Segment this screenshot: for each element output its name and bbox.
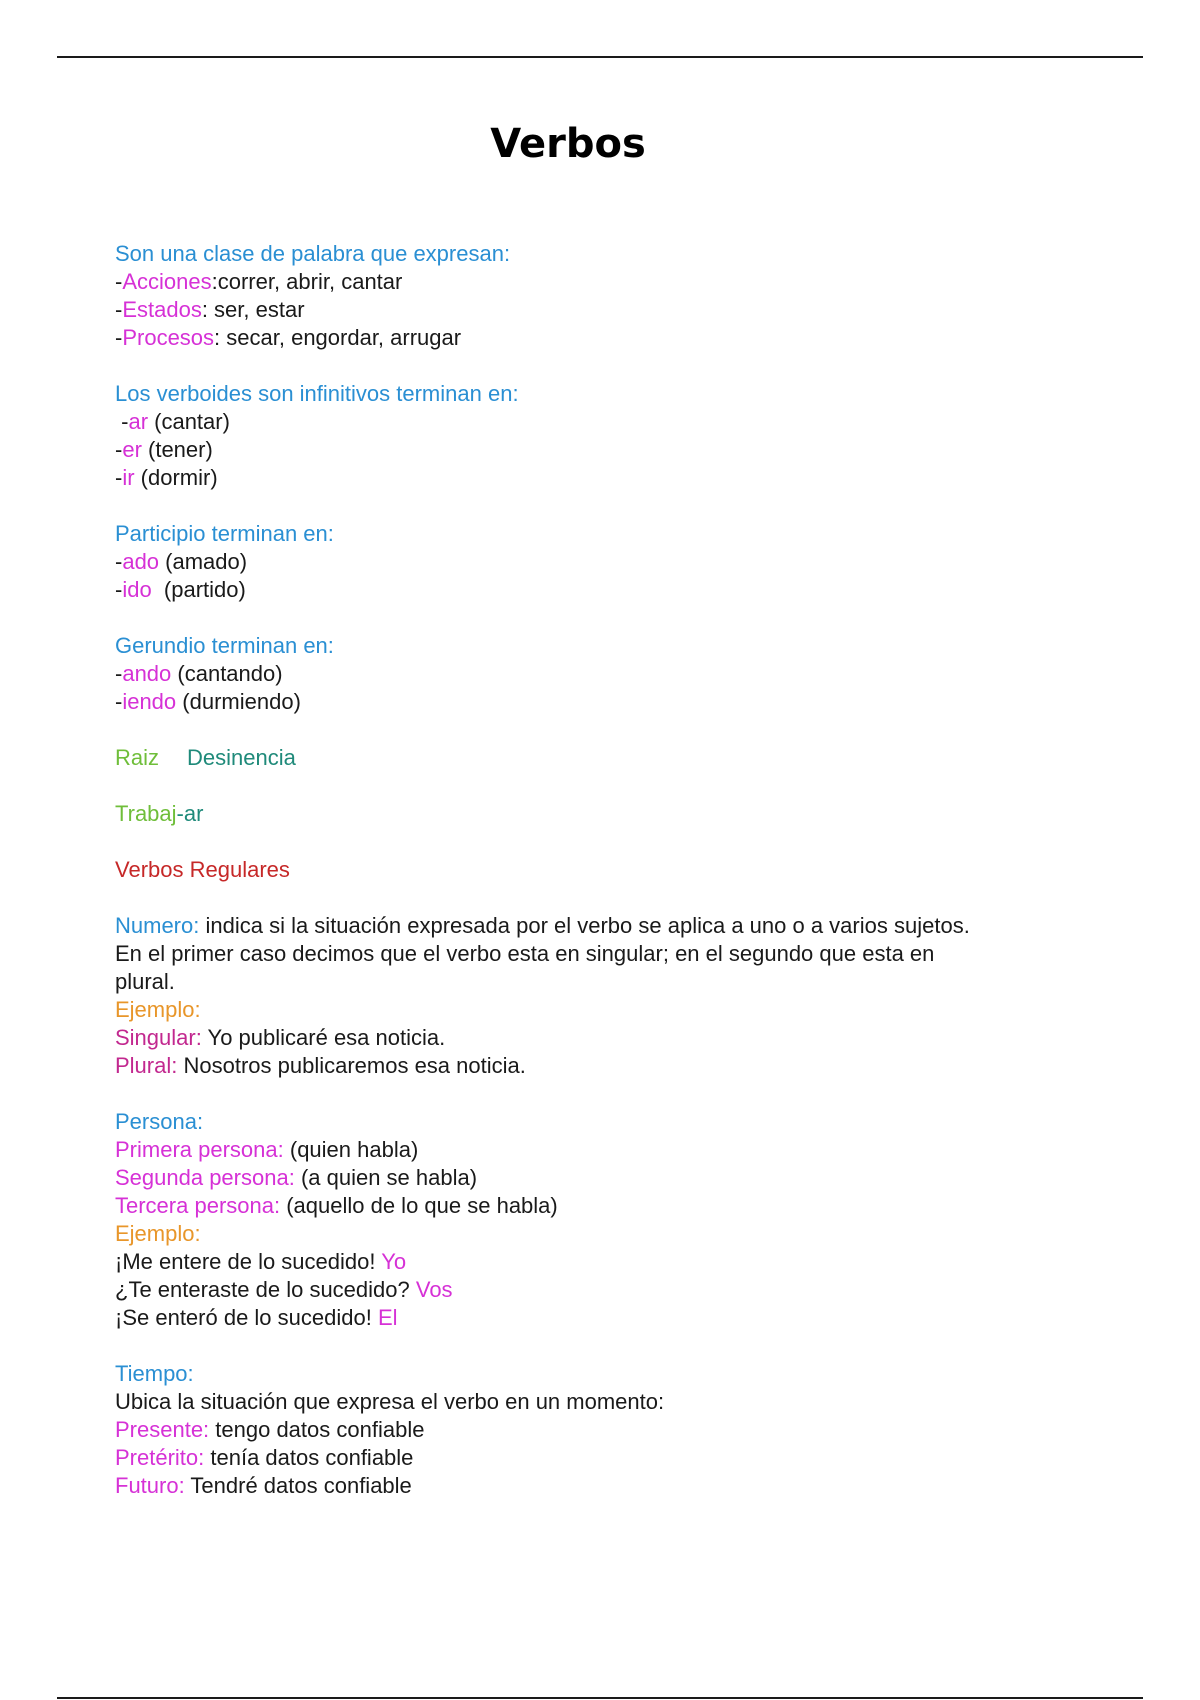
- persona-example: [115, 1276, 1075, 1304]
- spacer: [115, 492, 1075, 520]
- spacer: [115, 716, 1075, 744]
- top-rule: [57, 56, 1143, 58]
- spacer: [115, 828, 1075, 856]
- participio-heading: Participio terminan en:: [115, 521, 334, 546]
- verboide-item: [115, 436, 1075, 464]
- item-term: ando: [122, 661, 172, 686]
- persona-heading: Persona:: [115, 1109, 204, 1134]
- ejemplo-label: Ejemplo:: [115, 997, 201, 1022]
- spacer: [115, 604, 1075, 632]
- gerundio-heading: Gerundio terminan en:: [115, 633, 334, 658]
- ejemplo-label: Ejemplo:: [115, 1221, 201, 1246]
- intro-item: [115, 324, 1075, 352]
- item-prefix: -: [115, 577, 123, 602]
- tiempo-item: [115, 1444, 1075, 1472]
- intro-item: [115, 268, 1075, 296]
- tiempo-item: [115, 1472, 1075, 1500]
- persona-text: (a quien se habla): [294, 1165, 478, 1190]
- example-label: Plural:: [115, 1053, 178, 1078]
- numero-example: [115, 1024, 1075, 1052]
- item-term: iendo: [122, 689, 177, 714]
- item-text: (durmiendo): [176, 689, 301, 714]
- example-text: Yo publicaré esa noticia.: [201, 1025, 446, 1050]
- item-prefix: -: [115, 437, 123, 462]
- item-term: ido: [122, 577, 152, 602]
- example-root: Trabaj: [115, 801, 177, 826]
- item-prefix: -: [115, 325, 123, 350]
- item-prefix: -: [115, 297, 123, 322]
- numero-label: Numero:: [115, 913, 200, 938]
- tiempo-label: Presente:: [115, 1417, 210, 1442]
- example-ending: -ar: [176, 801, 204, 826]
- item-prefix: -: [115, 549, 123, 574]
- regulares-heading: Verbos Regulares: [115, 857, 290, 882]
- participio-item: [115, 548, 1075, 576]
- desinencia-label: Desinencia: [187, 745, 296, 770]
- item-prefix: -: [115, 689, 123, 714]
- gerundio-item: [115, 688, 1075, 716]
- example-text: ¿Te enteraste de lo sucedido?: [115, 1277, 416, 1302]
- example-word: [115, 800, 1075, 828]
- item-text: (cantando): [171, 661, 283, 686]
- example-text: ¡Me entere de lo sucedido!: [115, 1249, 382, 1274]
- item-term: Acciones: [122, 269, 212, 294]
- gerundio-item: [115, 660, 1075, 688]
- item-text: (cantar): [148, 409, 230, 434]
- spacer: [115, 772, 1075, 800]
- example-text: ¡Se enteró de lo sucedido!: [115, 1305, 378, 1330]
- example-pronoun: Yo: [381, 1249, 407, 1274]
- item-term: Estados: [122, 297, 202, 322]
- verboide-item: [115, 408, 1075, 436]
- persona-label: Segunda persona:: [115, 1165, 295, 1190]
- item-prefix: -: [115, 269, 123, 294]
- page-title: Verbos: [490, 121, 646, 167]
- item-term: er: [122, 437, 142, 462]
- verboides-heading: Los verboides son infinitivos terminan en:: [115, 381, 519, 406]
- persona-label: Tercera persona:: [115, 1193, 281, 1218]
- example-pronoun: El: [377, 1305, 398, 1330]
- tiempo-label: Pretérito:: [115, 1445, 205, 1470]
- intro-item: [115, 296, 1075, 324]
- participio-item: [115, 576, 1075, 604]
- spacer: [115, 352, 1075, 380]
- tiempo-label: Futuro:: [115, 1473, 185, 1498]
- item-text: (dormir): [134, 465, 218, 490]
- bottom-rule: [57, 1697, 1143, 1699]
- item-term: Procesos: [122, 325, 215, 350]
- item-text: :correr, abrir, cantar: [211, 269, 403, 294]
- persona-item: [115, 1164, 1075, 1192]
- item-term: ado: [122, 549, 160, 574]
- verboide-item: [115, 464, 1075, 492]
- numero-text: indica si la situación expresada por el verbo se aplica a uno o a varios sujetos.: [199, 913, 970, 938]
- item-prefix: -: [115, 465, 123, 490]
- persona-text: (quien habla): [283, 1137, 419, 1162]
- item-prefix: -: [115, 409, 129, 434]
- raiz-label: Raiz: [115, 745, 160, 770]
- persona-example: [115, 1304, 1075, 1332]
- tiempo-heading: Tiempo:: [115, 1361, 194, 1386]
- spacer: [115, 884, 1075, 912]
- tiempo-text: tengo datos confiable: [209, 1417, 425, 1442]
- spacer: [115, 1332, 1075, 1360]
- numero-example: [115, 1052, 1075, 1080]
- example-label: Singular:: [115, 1025, 202, 1050]
- tiempo-item: [115, 1416, 1075, 1444]
- item-text: : ser, estar: [201, 297, 305, 322]
- spacer: [115, 1080, 1075, 1108]
- persona-example: [115, 1248, 1075, 1276]
- raiz-desinencia-line: [115, 744, 1075, 772]
- item-text: (partido): [151, 577, 246, 602]
- item-term: ar: [128, 409, 149, 434]
- document-body: [115, 240, 1075, 1500]
- tiempo-text: Tendré datos confiable: [184, 1473, 412, 1498]
- numero-text-2: En el primer caso decimos que el verbo esta en singular; en el segundo que esta en: [115, 941, 935, 966]
- example-pronoun: Vos: [415, 1277, 453, 1302]
- item-term: ir: [122, 465, 135, 490]
- persona-text: (aquello de lo que se habla): [280, 1193, 558, 1218]
- persona-label: Primera persona:: [115, 1137, 284, 1162]
- numero-text-3: plural.: [115, 969, 175, 994]
- item-text: (amado): [159, 549, 248, 574]
- item-text: : secar, engordar, arrugar: [214, 325, 462, 350]
- persona-item: [115, 1192, 1075, 1220]
- persona-item: [115, 1136, 1075, 1164]
- tiempo-text: tenía datos confiable: [204, 1445, 414, 1470]
- item-prefix: -: [115, 661, 123, 686]
- numero-definition: [115, 912, 1075, 940]
- tiempo-description: Ubica la situación que expresa el verbo en un momento:: [115, 1389, 665, 1414]
- example-text: Nosotros publicaremos esa noticia.: [177, 1053, 526, 1078]
- item-text: (tener): [141, 437, 213, 462]
- intro-heading: Son una clase de palabra que expresan:: [115, 241, 511, 266]
